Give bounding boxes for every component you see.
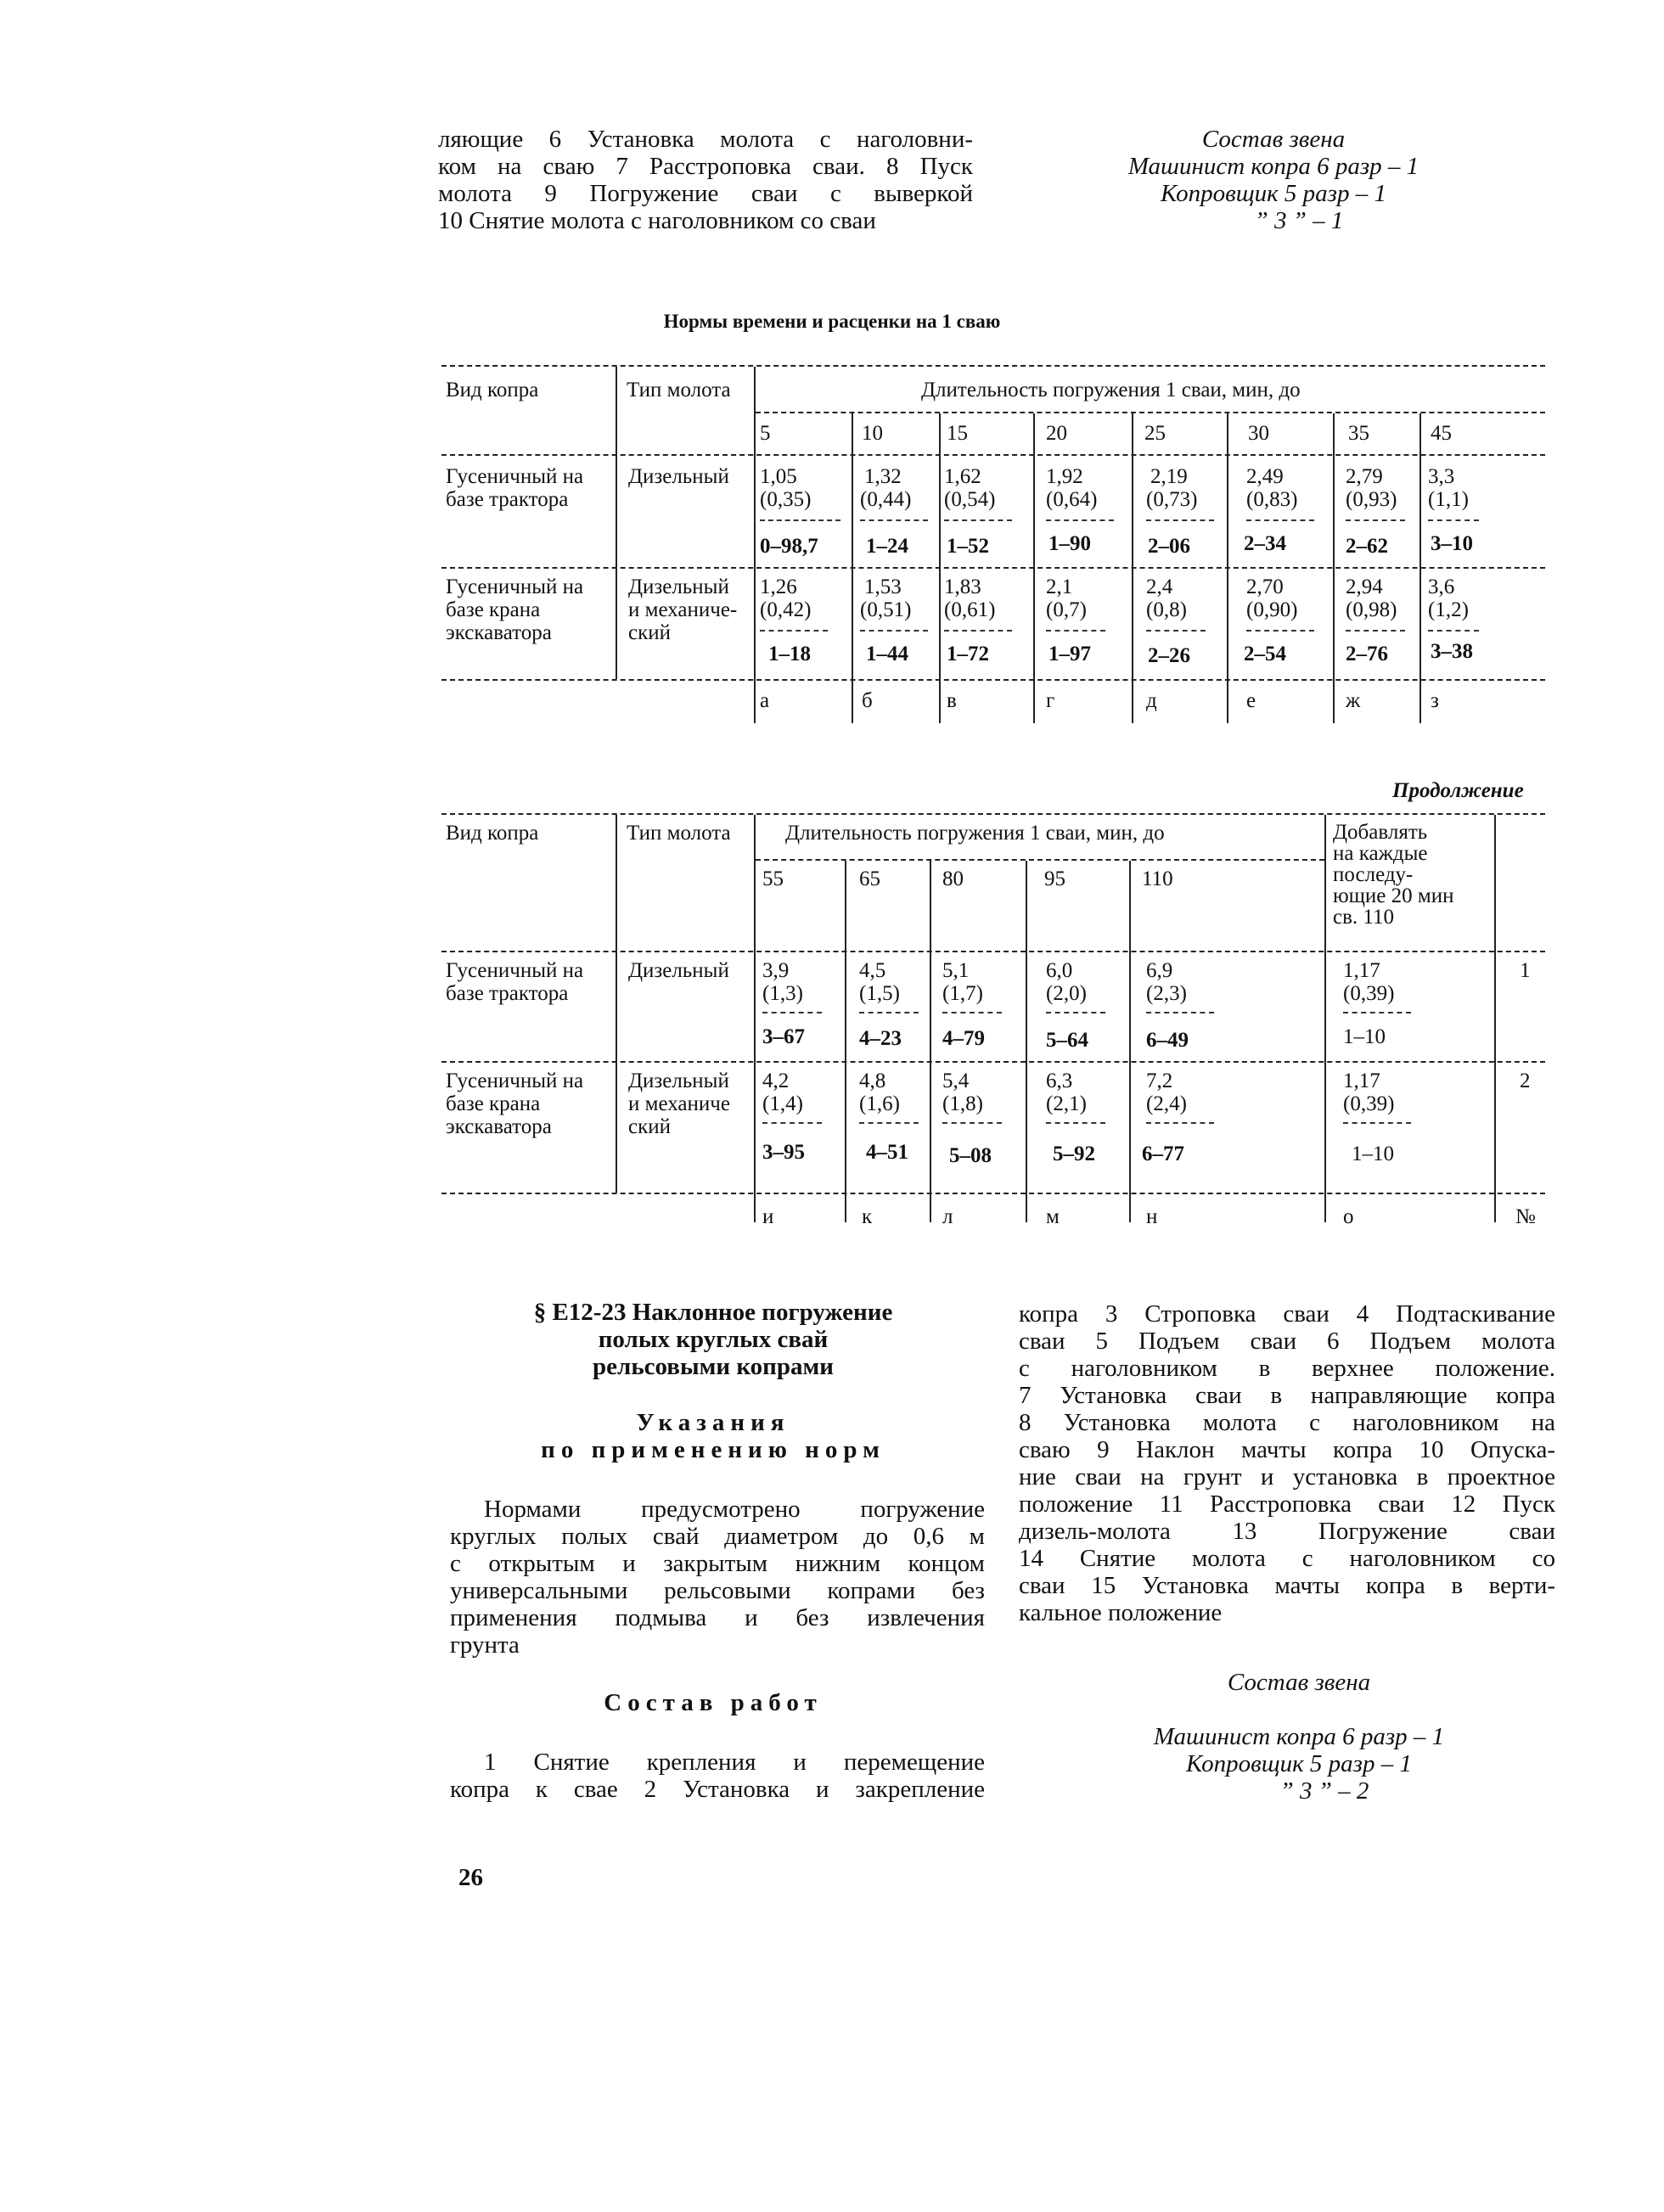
add-rate: 1–10 [1352, 1142, 1394, 1165]
row-number: 2 [1520, 1070, 1531, 1092]
rate-cell: 6–49 [1146, 1029, 1189, 1052]
norm-cell: 2,4 (0,8) [1146, 575, 1187, 621]
rate-cell: 4–51 [866, 1141, 908, 1164]
rate-cell: 1–72 [947, 643, 989, 665]
continuation-label: Продолжение [1392, 779, 1524, 802]
minute-cell: 30 [1248, 422, 1269, 445]
work-title: Состав работ [604, 1689, 823, 1716]
minute-cell: 20 [1046, 422, 1067, 445]
column-letter: ж [1346, 689, 1361, 712]
row-kind: Гусеничный на базе трактора [446, 465, 584, 511]
minute-cell: 5 [760, 422, 771, 445]
crew-line: Копровщик 5 разр – 1 [1160, 180, 1386, 207]
column-letter: а [760, 689, 770, 712]
rate-cell: 1–18 [768, 643, 811, 665]
row-hammer: Дизельный [628, 465, 729, 488]
minute-cell: 95 [1044, 867, 1065, 890]
norm-cell: 1,92 (0,64) [1046, 465, 1098, 511]
rate-cell: 1–90 [1048, 532, 1091, 555]
norm-cell: 5,1 (1,7) [942, 959, 983, 1005]
rate-cell: 5–64 [1046, 1029, 1088, 1052]
intro-line: молота 9 Погружение сваи с выверкой [438, 180, 973, 207]
rate-cell: 2–06 [1148, 535, 1190, 558]
column-letter: и [762, 1205, 774, 1228]
norm-cell: 1,05 (0,35) [760, 465, 812, 511]
column-letter: е [1246, 689, 1256, 712]
guidelines-text: Нормами предусмотрено погружение круглых полых свай диаметром до 0,6 м с открытым и закрытым нижним концом универсальными рельсовыми копрами без применения подмыва и без извлечения грунта [450, 1496, 985, 1659]
minute-cell: 35 [1348, 422, 1369, 445]
intro-line: ком на сваю 7 Расстроповка сваи. 8 Пуск [438, 153, 973, 180]
norm-cell: 7,2 (2,4) [1146, 1070, 1187, 1115]
rate-cell: 4–23 [859, 1027, 902, 1050]
column-letter: № [1515, 1205, 1536, 1228]
column-letter: б [862, 689, 873, 712]
column-letter: н [1146, 1205, 1158, 1228]
guidelines-title: Указания по применению норм [541, 1409, 885, 1463]
rate-cell: 3–67 [762, 1025, 805, 1048]
crew-title-2: Состав звена [1227, 1669, 1371, 1696]
norm-cell: 1,32 (0,44) [860, 465, 912, 511]
rate-cell: 3–38 [1431, 640, 1473, 663]
norm-cell: 2,1 (0,7) [1046, 575, 1087, 621]
column-letter: д [1146, 689, 1157, 712]
norm-cell: 6,0 (2,0) [1046, 959, 1087, 1005]
column-letter: в [947, 689, 957, 712]
norm-cell: 6,9 (2,3) [1146, 959, 1187, 1005]
row-hammer: Дизельный и механиче ский [628, 1070, 730, 1138]
rate-cell: 2–26 [1148, 644, 1190, 667]
add-cell: 1,17 (0,39) [1343, 1070, 1395, 1115]
crew-block-2 [1104, 1723, 1494, 1805]
norm-cell: 1,26 (0,42) [760, 575, 812, 621]
header-hammer: Тип молота [627, 822, 731, 845]
row-kind: Гусеничный на базе крана экскаватора [446, 1070, 584, 1138]
norm-cell: 2,94 (0,98) [1346, 575, 1397, 621]
work-text-left: 1 Снятие крепления и перемещение копра к свае 2 Установка и закрепление [450, 1749, 985, 1803]
intro-line: 10 Снятие молота с наголовником со сваи [438, 207, 876, 234]
minute-cell: 80 [942, 867, 964, 890]
minute-cell: 110 [1142, 867, 1173, 890]
table1-caption: Нормы времени и расценки на 1 сваю [663, 311, 1001, 332]
header-kind: Вид копра [446, 822, 539, 845]
norm-cell: 2,70 (0,90) [1246, 575, 1298, 621]
minute-cell: 15 [947, 422, 968, 445]
crew-line: Машинист копра 6 разр – 1 [1153, 1723, 1445, 1750]
header-duration: Длительность погружения 1 сваи, мин, до [921, 379, 1301, 401]
intro-line: ляющие 6 Установка молота с наголовни- [438, 126, 973, 153]
rate-cell: 1–24 [866, 535, 908, 558]
norm-cell: 3,6 (1,2) [1428, 575, 1469, 621]
norm-cell: 3,9 (1,3) [762, 959, 803, 1005]
rate-cell: 1–52 [947, 535, 989, 558]
header-hammer: Тип молота [627, 379, 731, 401]
row-kind: Гусеничный на базе трактора [446, 959, 584, 1005]
crew-line: ” 3 ” – 2 [1279, 1777, 1369, 1805]
page-number: 26 [458, 1864, 483, 1891]
norm-cell: 4,5 (1,5) [859, 959, 900, 1005]
rate-cell: 5–92 [1053, 1142, 1095, 1165]
rate-cell: 6–77 [1142, 1142, 1184, 1165]
row-hammer: Дизельный [628, 959, 729, 982]
norm-cell: 2,79 (0,93) [1346, 465, 1397, 511]
rate-cell: 5–08 [949, 1144, 992, 1167]
norm-cell: 1,62 (0,54) [944, 465, 996, 511]
crew-line: Машинист копра 6 разр – 1 [1127, 153, 1419, 180]
norm-cell: 3,3 (1,1) [1428, 465, 1469, 511]
column-letter: г [1046, 689, 1055, 712]
norm-cell: 2,19 (0,73) [1146, 465, 1198, 511]
row-number: 1 [1520, 959, 1531, 982]
row-hammer: Дизельный и механиче- ский [628, 575, 738, 644]
crew-line: ” 3 ” – 1 [1254, 207, 1344, 234]
add-rate: 1–10 [1343, 1025, 1386, 1048]
norm-cell: 4,8 (1,6) [859, 1070, 900, 1115]
minute-cell: 25 [1144, 422, 1166, 445]
crew-title: Состав звена [1201, 126, 1346, 153]
column-letter: о [1343, 1205, 1354, 1228]
column-letter: м [1046, 1205, 1060, 1228]
rate-cell: 2–62 [1346, 535, 1388, 558]
add-cell: 1,17 (0,39) [1343, 959, 1395, 1005]
norm-cell: 4,2 (1,4) [762, 1070, 803, 1115]
row-kind: Гусеничный на базе крана экскаватора [446, 575, 584, 644]
rate-cell: 2–76 [1346, 643, 1388, 665]
rate-cell: 1–44 [866, 643, 908, 665]
rate-cell: 3–95 [762, 1141, 805, 1164]
column-letter: з [1431, 689, 1439, 712]
column-letter: л [942, 1205, 953, 1228]
norm-cell: 2,49 (0,83) [1246, 465, 1298, 511]
crew-line: Копровщик 5 разр – 1 [1185, 1750, 1412, 1777]
norm-cell: 6,3 (2,1) [1046, 1070, 1087, 1115]
work-text-right: копра 3 Строповка сваи 4 Подтаскивание сваи 5 Подъем сваи 6 Подъем молота с наголовником в верхнее положение. 7 Установка сваи в направляющие копра 8 Установка молота с наголовником на сваю 9 Наклон мачты копра 10 Опуска- ние сваи на грунт и установка в проектное положение 11 Расстроповка сваи 12 Пуск дизель-молота 13 Погружение сваи 14 Снятие молота с наголовником со сваи 15 Установка мачты копра в верти- кальное положение [1019, 1300, 1555, 1626]
norm-cell: 1,53 (0,51) [860, 575, 912, 621]
rate-cell: 2–54 [1244, 643, 1286, 665]
rate-cell: 3–10 [1431, 532, 1473, 555]
norm-cell: 1,83 (0,61) [944, 575, 996, 621]
norm-cell: 5,4 (1,8) [942, 1070, 983, 1115]
minute-cell: 45 [1431, 422, 1452, 445]
column-letter: к [862, 1205, 873, 1228]
header-kind: Вид копра [446, 379, 539, 401]
minute-cell: 55 [762, 867, 784, 890]
header-duration: Длительность погружения 1 сваи, мин, до [785, 822, 1165, 845]
header-add: Добавлять на каждые последу- ющие 20 мин св. 110 [1333, 821, 1454, 929]
rate-cell: 2–34 [1244, 532, 1286, 555]
section-heading: § Е12-23 Наклонное погружение полых круглых свай рельсовыми копрами [533, 1299, 893, 1380]
rate-cell: 4–79 [942, 1027, 985, 1050]
minute-cell: 10 [862, 422, 883, 445]
rate-cell: 1–97 [1048, 643, 1091, 665]
minute-cell: 65 [859, 867, 880, 890]
rate-cell: 0–98,7 [760, 535, 818, 558]
